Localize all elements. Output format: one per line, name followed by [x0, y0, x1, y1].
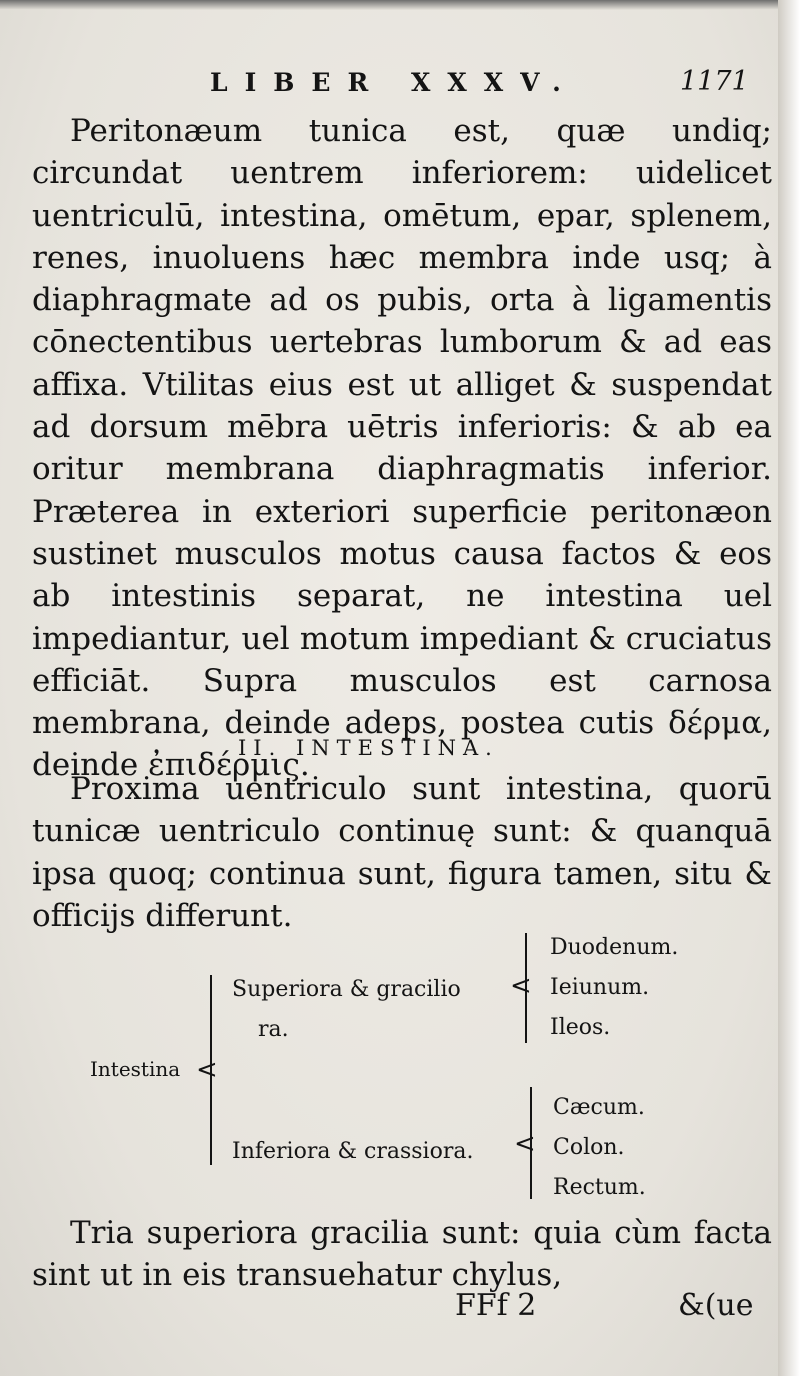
section-heading: II. INTESTINA.	[238, 736, 499, 760]
branch-inferiora-label: Inferiora & crassiora.	[232, 1139, 474, 1164]
child-rectum: Rectum.	[553, 1175, 646, 1200]
child-duodenum: Duodenum.	[550, 935, 679, 960]
paragraph-text: Tria superiora gracilia sunt: quia cùm facta sint ut in eis transuehatur chylus,	[32, 1215, 772, 1294]
branch-superiora-label: Superiora & gracilio	[232, 977, 461, 1002]
child-ileos: Ileos.	[550, 1015, 611, 1040]
intestine-bracket-diagram	[0, 925, 800, 1215]
catchword: &(ue	[678, 1288, 754, 1323]
child-caecum: Cæcum.	[553, 1095, 645, 1120]
child-colon: Colon.	[553, 1135, 625, 1160]
paragraph-intestina	[32, 768, 772, 937]
child-ieiunum: Ieiunum.	[550, 975, 650, 1000]
paragraph-tria-superiora	[32, 1212, 772, 1297]
page-number: 1171	[680, 66, 749, 97]
paragraph-text: Proxima uentriculo sunt intestina, quorū tunicæ uentriculo continuę sunt: & quanquā ipsa quoq; continua sunt, figura tamen, situ & officijs differunt.	[32, 771, 772, 934]
running-head-title: LIBER XXXV.	[210, 68, 578, 97]
paragraph-text: Peritonæum tunica est, quæ undiq; circundat uentrem inferiorem: uidelicet uentriculū, intestina, omētum, epar, splenem, renes, inuoluens hæc membra inde usq; à diaphragmate ad os pubis, orta à ligamentis cōnectentibus uertebras lumborum & ad eas affixa. Vtilitas eius est ut alliget & suspendat ad dorsum mēbra uētris inferioris: & ab ea oritur membrana diaphragmatis inferior. Præterea in exteriori superficie peritonæon sustinet musculos motus causa factos & eos ab intestinis separat, ne intestina uel impediantur, uel motum impediant & cruciatus efficiāt. Supra musculos est carnosa membrana, deinde adeps, postea cutis δέρμα, deinde ἐπιδέρμις.	[32, 113, 772, 784]
diagram-root-label: Intestina	[90, 1057, 181, 1081]
root-brace-point: <	[196, 1055, 218, 1085]
signature-mark: FFf 2	[455, 1288, 537, 1323]
paragraph-peritonaeum	[32, 110, 772, 787]
superiora-brace-point: <	[510, 971, 532, 1001]
page-top-edge	[0, 0, 800, 10]
inferiora-brace-point: <	[514, 1129, 536, 1159]
branch-superiora-label-cont: ra.	[258, 1017, 289, 1042]
